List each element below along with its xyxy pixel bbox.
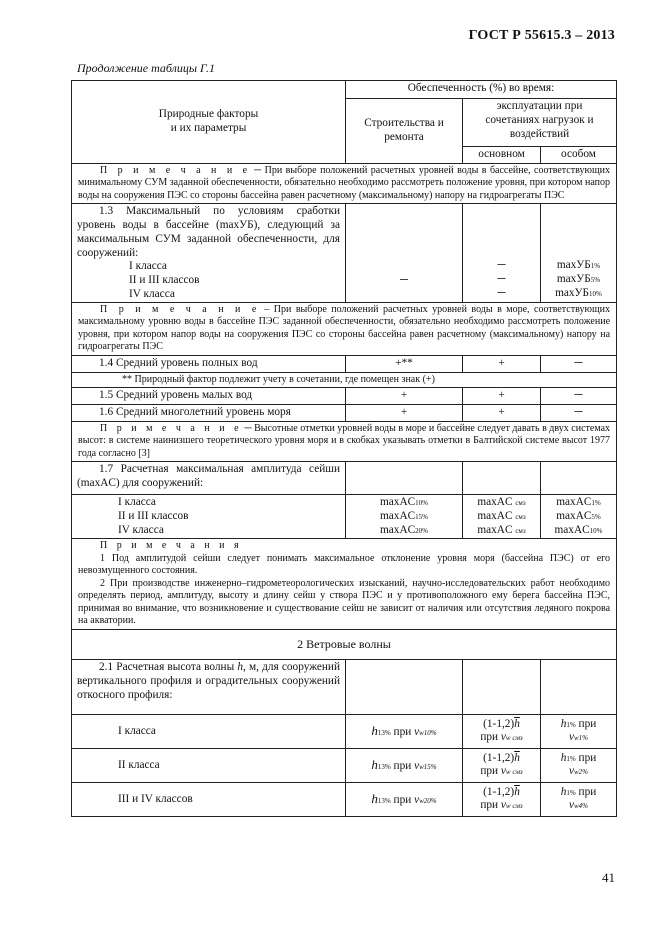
head-operation: эксплуатации при сочетаниях нагрузок и воздействий (463, 99, 617, 147)
notes-4: П р и м е ч а н и я 1 Под амплитудой сейши следует понимать максимальное отклонение уровня моря (бассейна ПЭС) от его невозмущенного состояния. 2 При производстве инженерно–гидрометеорологических изысканий, научно-исследовательских работ необходимо определять период, амплитуду, высоту и длину сейш у створа ПЭС и у противоположного ему берега бассейна ПЭС, принимая во внимание, что возникновение и существование сейш не зависит от наличия или отсутствия ледяного покрова на акватории. (72, 539, 617, 630)
head-factors: Природные факторы и их параметры (72, 81, 346, 164)
head-provision: Обеспеченность (%) во время: (346, 81, 617, 99)
head-basic: основном (463, 147, 541, 164)
note-1-4: ** Природный фактор подлежит учету в сочетании, где помещен знак (+) (72, 372, 617, 388)
document-code: ГОСТ Р 55615.3 – 2013 (468, 28, 615, 43)
head-special: особом (541, 147, 617, 164)
section-2-title: 2 Ветровые волны (72, 629, 617, 659)
row-1-7: 1.7 Расчетная максимальная амплитуда сейши (maxAC) для сооружений: (72, 462, 617, 495)
row-1-6: 1.6 Средний многолетний уровень моря + + ─ (72, 404, 617, 421)
row-1-3-constr: ─ (346, 204, 463, 302)
row-1-3-title: 1.3 Максимальный по условиям сработки уровень воды в бассейне (maxУБ), следующий за максимальным СУМ заданной обеспеченности, для сооружений: I класса II и III классов IV класса (72, 204, 346, 302)
page-number: 41 (602, 870, 615, 885)
table-g1 (71, 80, 617, 817)
row-2-1-class-3-4: III и IV классов h13% при vw20% $(1-1,2)\overline{h}$ при vw смз h1% при vw4% (72, 782, 617, 816)
row-1-3-basic: ─ ─ ─ (463, 204, 541, 302)
row-2-1-class-2: II класса h13% при vw15% $(1-1,2)\overline{h}$ при vw смз h1% при vw2% (72, 748, 617, 782)
row-1-3-special: maxУБ1% maxУБ5% maxУБ10% (541, 204, 617, 302)
row-1-5: 1.5 Средний уровень малых вод + + ─ (72, 388, 617, 405)
row-2-1-class-1: I класса h13% при vw10% $(1-1,2)\overline{h}$ при vw смз h1% при vw1% (72, 714, 617, 748)
row-2-1: 2.1 Расчетная высота волны h, м, для сооружений вертикального профиля и оградительных сооружений откосного профиля: (72, 659, 617, 714)
row-1-7-classes: I класса II и III классов IV класса maxAC10% maxAC15% maxAC20% maxAC смз maxAC смз maxAC смз maxAC1% maxAC5% maxAC10% (72, 495, 617, 539)
head-construction: Строительства и ремонта (346, 99, 463, 164)
row-1-3 (72, 204, 617, 302)
row-1-4: 1.4 Средний уровень полных вод +** + ─ (72, 355, 617, 372)
note-3: П р и м е ч а н и е ─ Высотные отметки уровней воды в море и бассейне следует давать в двух системах высот: в системе наинизшего теоретического уровня моря и в скобках указывать отметки в Балтийской системе высот 1977 года согласно [3] (72, 421, 617, 462)
note-2: П р и м е ч а н и е – При выборе положений расчетных уровней воды в море, соответствующих максимальному уровню воды в бассейне ПЭС заданной обеспеченности, обязательно необходимо рассмотреть положение уровня, при котором напор воды на сооружения ПЭС со стороны бассейна равен расчетному (максимальному) напору на гидроагрегаты ПЭС (72, 302, 617, 355)
table-continuation-caption: Продолжение таблицы Г.1 (77, 61, 215, 75)
note-1: П р и м е ч а н и е ─ При выборе положений расчетных уровней воды в бассейне, соответствующих минимальному СУМ заданной обеспеченности, обязательно необходимо рассмотреть положение уровня, при котором напор воды на сооружения ПЭС со стороны бассейна равен расчетному (максимальному) напору на гидроагрегаты ПЭС (72, 163, 617, 204)
